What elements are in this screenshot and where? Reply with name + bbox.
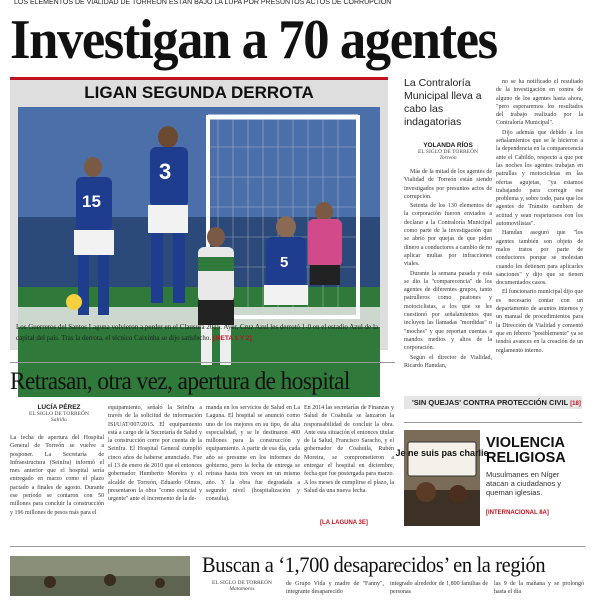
byline-name: YOLANDA RÍOS — [423, 142, 473, 149]
hospital-headline[interactable]: Retrasan, otra vez, apertura de hospital — [10, 368, 350, 395]
byline-org: EL SIGLO DE TORREÓN — [418, 149, 478, 155]
soccer-photo[interactable] — [18, 107, 380, 397]
bottom-headline[interactable]: Buscan a ‘1,700 desaparecidos’ en la región — [202, 552, 546, 577]
caption-ref-tag[interactable]: [META 1 Y 2] — [212, 335, 252, 342]
divider — [404, 422, 582, 423]
sports-headline[interactable]: LIGAN SEGUNDA DERROTA — [84, 83, 314, 102]
bottom-story-photo — [10, 556, 190, 596]
bottom-column-2: integrado alrededor de 1,800 familias de personas — [390, 581, 488, 596]
hospital-column-4: En 2014 las secretarías de Finanzas y Salud de Coahuila se lanzaron la responsabilidad de concluir la obra. Ante esta situación el entonces titular de la Salud, Francisco Saracho, y el gobernador de Coahuila, Rubén Moreira, se comprometieron a entregar el hospital en diciembre, fecha que fue postergada para marzo. A los meses de cumplirse el plazo, la Salud da una nueva fecha. — [304, 405, 394, 494]
jersey-number-5: 5 — [280, 254, 289, 271]
byline-name: LUCÍA PÉREZ — [37, 404, 81, 411]
protest-sign: Je ne suis pas charlie — [395, 448, 489, 458]
byline-city: Torreón — [439, 155, 457, 161]
accent-bar — [10, 77, 388, 80]
kicker-line: LOS ELEMENTOS DE VIALIDAD DE TORREÓN ESTÁN BAJO LA LUPA POR PRESUNTOS ACTOS DE CORRUPCIÓN — [14, 0, 392, 6]
violence-summary: Musulmanes en Níger atacan a ciudadanos y queman iglesias. — [486, 470, 562, 497]
hospital-column-1: La fecha de apertura del Hospital General de Torreón se vuelve a posponer. La Secretaría de Infraestructura (Seinfra) informó el mes anterior que el hospital sería entregado en marzo como el plazo pactado a finales de agosto. Durante ese período se contaron con 50 millones para concluir la construcción y 196 millones de pesos más para el — [10, 435, 104, 516]
jersey-number-15: 15 — [82, 192, 101, 211]
byline-city: Saltillo — [51, 417, 67, 423]
bottom-column-3: las 9 de la mañana y se prolongó hasta el día — [494, 581, 584, 596]
byline-org: EL SIGLO DE TORREÓN — [212, 580, 272, 586]
hospital-column-3: manda en los servicios de Salud en La Laguna. El hospital se anunció como uno de los mejores en su tipo, de alta especialidad, y se le destinaron 400 millones para la construcción y equipamiento. A partir de esa día, cada año se presume en los informes de gobierno, pero la fecha de entrega se retrasa hasta tres veces en un mismo año. Y la obra fue degradada a segundo nivel (hospitalización y consulta). — [206, 405, 300, 503]
violence-headline[interactable]: VIOLENCIA RELIGIOSA — [486, 435, 566, 466]
lead-subhead[interactable]: La Contraloría Municipal lleva a cabo las indagatorias — [404, 77, 482, 128]
soccer-ball — [66, 294, 82, 310]
hospital-ref-tag[interactable]: [LA LAGUNA 3E] — [320, 520, 368, 526]
divider — [10, 546, 585, 547]
divider — [10, 362, 395, 363]
soccer-photo-image — [18, 107, 380, 397]
lead-column-1: Más de la mitad de los agentes de Vialidad de Torreón están siendo investigados por presuntos actos de corrupción. Setenta de los 130 elementos de la corporación fueron enviados a declarar a la Contraloría Municipal como parte de la investigación que se abrió por quejas de que piden dinero a conductores a cambio de no aplicar multas por infracciones viales. Durante la semana pasada y esta se dio la "comparecencia" de los agentes de diferentes grupos, tanto patrulleros como peatones y motociclistas, a los que se les cuestionó por señalamientos que incluyen las llamadas "mordidas" o "moches" y que reportan cuentas a mandos medios y altos de la corporación. Según el director de Vialidad, Ricardo Hamdan, — [404, 169, 492, 369]
lead-byline — [404, 142, 492, 161]
related-link-proteccion-civil[interactable]: 'SIN QUEJAS' CONTRA PROTECCIÓN CIVIL [18] — [404, 396, 582, 409]
related-ref-tag: [18] — [570, 401, 581, 407]
bottom-column-1: de Grupo Vida y madre de "Fanny", integrante desaparecido — [286, 581, 384, 596]
bottom-byline — [202, 580, 282, 592]
violence-ref-tag[interactable]: [INTERNACIONAL 8A] — [486, 510, 549, 516]
byline-city: Matamoros — [229, 586, 255, 592]
hospital-column-2: equipamiento, señaló la Seinfra a través de la solicitud de información ISI/UAT/007/2015. El equipamiento está a cargo de la Secretaría de Salud y la construcción corre por cuenta de la Seinfra. El Hospital General cumplió cinco años de haberse anunciado. Fue el 13 de enero de 2010 que el entonces gobernador Humberto Moreira y el alcalde de Torreón, Eduardo Olmos, presentaron la obra "como esencial y urgente" ante el incremento de la de- — [108, 405, 202, 503]
hospital-byline — [10, 404, 108, 423]
violence-teaser[interactable] — [395, 430, 582, 530]
lead-column-2: no se ha notificado el resultado de la investigación en contra de alguno de los agentes hasta ahora, "pero esperaremos los resultados del trabajo realizado por la Contraloría Municipal". Dijo además que debido a los señalamientos que se le hicieron a la dependencia en la comparecencia ante el Cabildo, respecto a que por las noches los agentes trabajan en patrullas y motocicletas en las ofertas agujetas, "ya estamos trabajando para corregir ese problema y, sobre todo, para que los agentes de Tránsito cambien de actitud y sean respetuosos con los automovilistas". Hamdan aseguró que "los agentes también son objeto de malos tratos por parte de conductores porque se molestan cuando les detienen para aplicarles sanciones" y dijo que se tienen documentados casos. El funcionario municipal dijo que es necesario contar con un departamento de asuntos internos y un manual de procedimientos para la Dirección de Vialidad y comentó que en febrero "posiblemente" ya se tendrá avances en la creación de un reglamento interno. — [496, 79, 583, 354]
photo-caption: Los Guerreros del Santos Laguna volvieron a perder en el Clausura 2015. Ayer, Cruz Azul les derrotó 1-0 en el estadio Azul de la capital del país. Tras la derrota, el técnico Caixinha se dijo satisfecho. [META 1 Y 2] — [16, 323, 378, 342]
jersey-number-3: 3 — [159, 159, 172, 184]
main-headline[interactable]: Investigan a 70 agentes — [10, 9, 497, 71]
protest-photo — [395, 430, 489, 526]
byline-org: EL SIGLO DE TORREÓN — [29, 411, 89, 417]
sports-story[interactable] — [10, 77, 388, 350]
